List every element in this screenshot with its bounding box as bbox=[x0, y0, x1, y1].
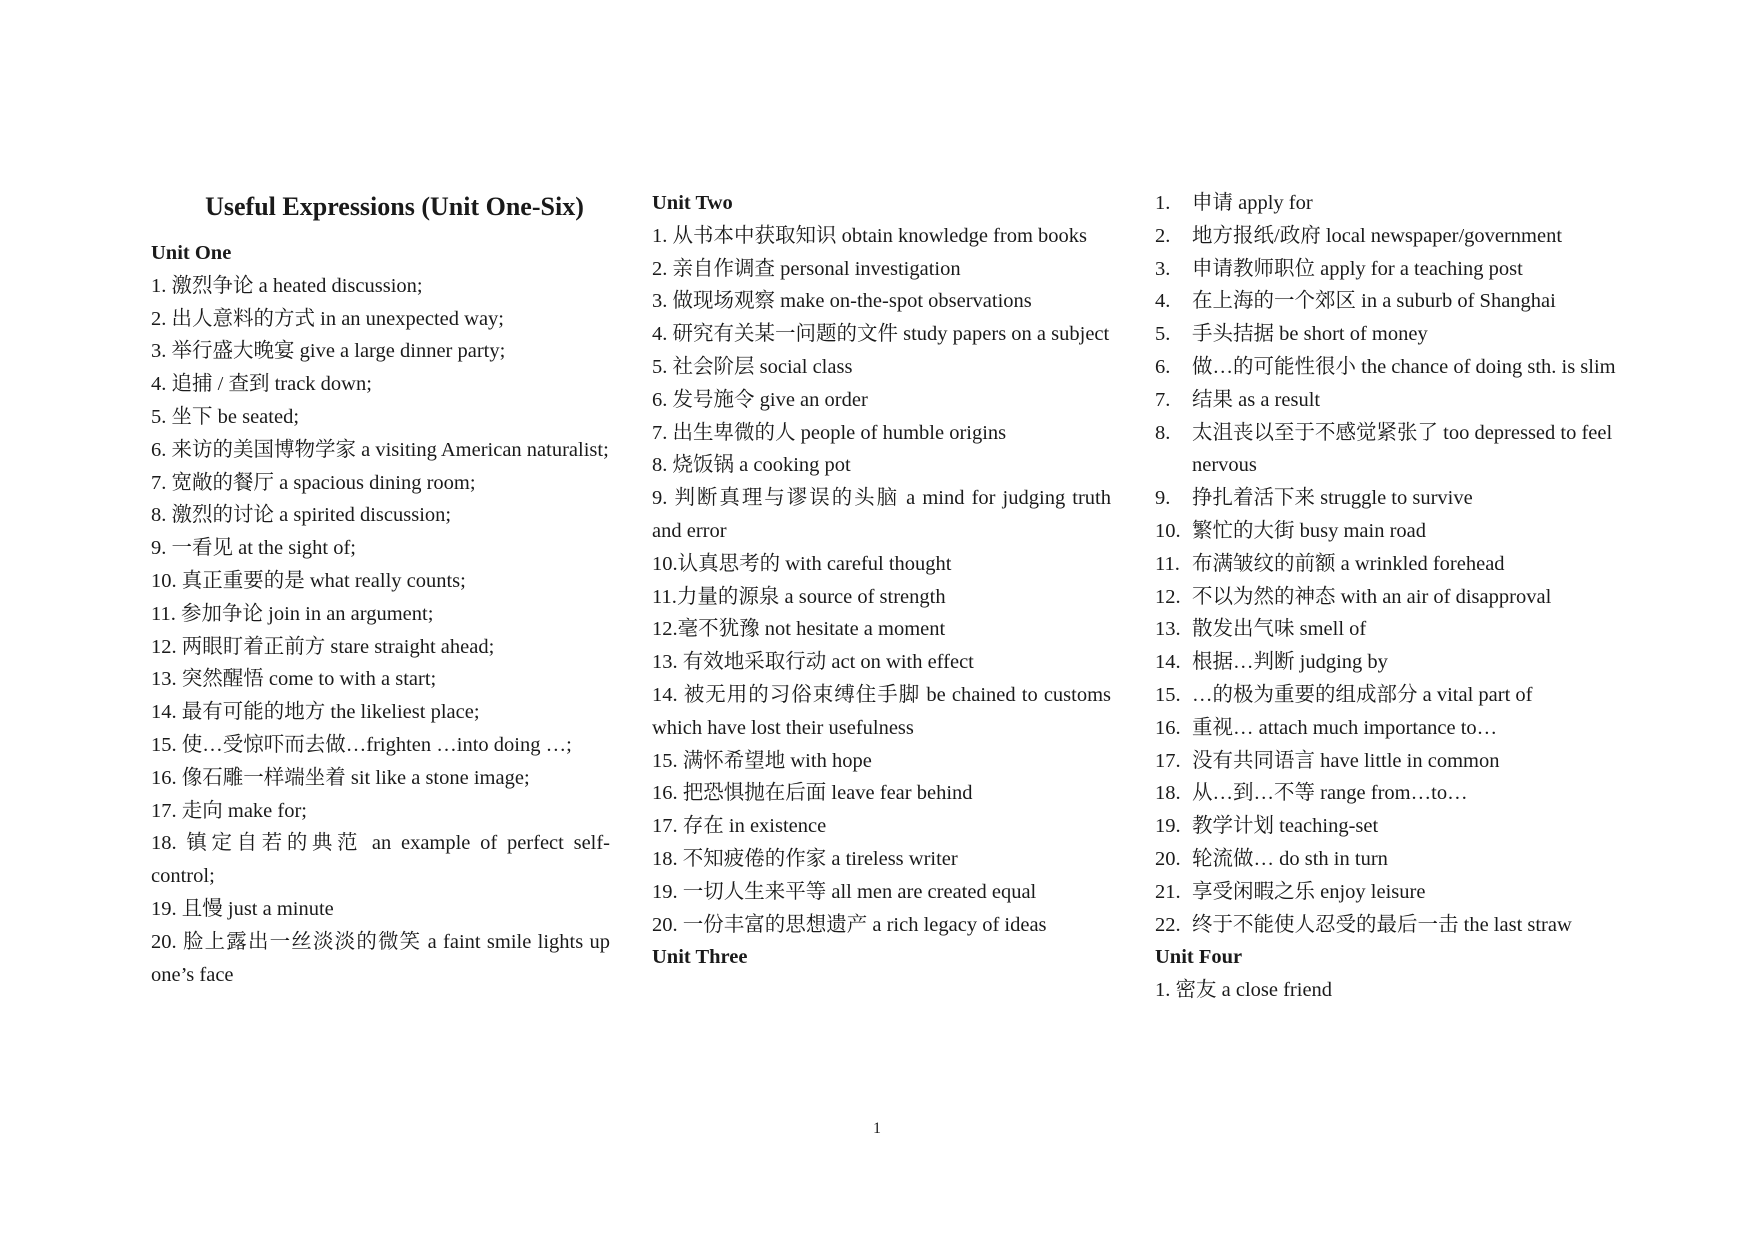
list-item: 18. 不知疲倦的作家 a tireless writer bbox=[652, 847, 958, 870]
list-item: 16. 重视… attach much importance to… bbox=[1155, 716, 1498, 739]
list-item: 3. 申请教师职位 apply for a teaching post bbox=[1155, 257, 1523, 280]
column-left bbox=[151, 187, 610, 991]
list-item: 13. 有效地采取行动 act on with effect bbox=[652, 651, 974, 674]
list-item: 3. 做现场观察 make on-the-spot observations bbox=[652, 290, 1032, 313]
list-item: 7. 出生卑微的人 people of humble origins bbox=[652, 421, 1007, 444]
list-item: 22. 终于不能使人忍受的最后一击 the last straw bbox=[1155, 913, 1572, 936]
list-item: 20. 轮流做… do sth in turn bbox=[1155, 847, 1388, 870]
unit-three-list bbox=[1155, 187, 1617, 941]
list-item: 1. 从书本中获取知识 obtain knowledge from books bbox=[652, 224, 1088, 247]
list-item: 20. 脸上露出一丝淡淡的微笑 a faint smile lights up one’s face bbox=[151, 930, 610, 986]
list-item: 8. 烧饭锅 a cooking pot bbox=[652, 454, 851, 477]
list-item: 8. 太沮丧以至于不感觉紧张了 too depressed to feel nervous bbox=[1155, 421, 1613, 477]
list-item: 8. 激烈的讨论 a spirited discussion; bbox=[151, 504, 452, 527]
list-item: 11.力量的源泉 a source of strength bbox=[652, 585, 946, 608]
list-item: 5. 坐下 be seated; bbox=[151, 405, 300, 428]
list-item: 1. 激烈争论 a heated discussion; bbox=[151, 274, 423, 297]
list-item: 19. 且慢 just a minute bbox=[151, 897, 334, 920]
list-item: 13. 突然醒悟 come to with a start; bbox=[151, 668, 437, 691]
unit-one-list bbox=[151, 270, 610, 992]
list-item: 11. 参加争论 join in an argument; bbox=[151, 602, 434, 625]
unit-one-heading: Unit One bbox=[151, 242, 232, 264]
unit-four-heading: Unit Four bbox=[1155, 946, 1243, 969]
list-item: 6. 发号施令 give an order bbox=[652, 388, 868, 411]
unit-two-list bbox=[652, 220, 1111, 942]
list-item: 4. 在上海的一个郊区 in a suburb of Shanghai bbox=[1155, 290, 1556, 313]
list-item: 14. 根据…判断 judging by bbox=[1155, 651, 1388, 674]
list-item: 3. 举行盛大晚宴 give a large dinner party; bbox=[151, 340, 506, 363]
list-item: 12.毫不犹豫 not hesitate a moment bbox=[652, 618, 946, 641]
list-item: 14. 最有可能的地方 the likeliest place; bbox=[151, 701, 480, 724]
list-item: 2. 出人意料的方式 in an unexpected way; bbox=[151, 307, 504, 330]
document-title: Useful Expressions (Unit One-Six) bbox=[205, 192, 584, 221]
list-item: 1. 申请 apply for bbox=[1155, 192, 1313, 214]
list-item: 19. 一切人生来平等 all men are created equal bbox=[652, 880, 1037, 903]
list-item: 13. 散发出气味 smell of bbox=[1155, 618, 1367, 641]
list-item: 15. 满怀希望地 with hope bbox=[652, 749, 872, 772]
list-item: 20. 一份丰富的思想遗产 a rich legacy of ideas bbox=[652, 913, 1047, 936]
list-item: 7. 结果 as a result bbox=[1155, 388, 1321, 411]
list-item: 9. 判断真理与谬误的头脑 a mind for judging truth and error bbox=[652, 487, 1111, 542]
unit-four-list bbox=[1155, 974, 1617, 1007]
list-item: 10. 真正重要的是 what really counts; bbox=[151, 569, 466, 592]
list-item: 2. 亲自作调查 personal investigation bbox=[652, 257, 961, 280]
list-item: 18. 从…到…不等 range from…to… bbox=[1155, 782, 1468, 805]
list-item: 19. 教学计划 teaching-set bbox=[1155, 815, 1379, 838]
list-item: 12. 不以为然的神态 with an air of disapproval bbox=[1155, 585, 1552, 608]
list-item: 17. 存在 in existence bbox=[652, 815, 827, 838]
list-item: 6. 做…的可能性很小 the chance of doing sth. is slim bbox=[1155, 355, 1616, 378]
unit-three-heading: Unit Three bbox=[652, 946, 748, 969]
column-right bbox=[1155, 187, 1617, 1007]
list-item: 2. 地方报纸/政府 local newspaper/government bbox=[1155, 224, 1563, 247]
column-middle bbox=[652, 187, 1111, 974]
list-item: 10.认真思考的 with careful thought bbox=[652, 552, 952, 575]
list-item: 10. 繁忙的大街 busy main road bbox=[1155, 519, 1427, 542]
list-item: 16. 把恐惧抛在后面 leave fear behind bbox=[652, 782, 973, 805]
list-item: 1. 密友 a close friend bbox=[1155, 979, 1333, 1002]
list-item: 12. 两眼盯着正前方 stare straight ahead; bbox=[151, 635, 495, 658]
list-item: 17. 走向 make for; bbox=[151, 799, 307, 822]
list-item: 9. 一看见 at the sight of; bbox=[151, 537, 356, 560]
list-item: 14. 被无用的习俗束缚住手脚 be chained to customs which have lost their usefulness bbox=[652, 683, 1112, 739]
list-item: 4. 追捕 / 查到 track down; bbox=[151, 373, 372, 396]
list-item: 11. 布满皱纹的前额 a wrinkled forehead bbox=[1155, 552, 1505, 575]
list-item: 21. 享受闲暇之乐 enjoy leisure bbox=[1155, 880, 1426, 903]
list-item: 15. …的极为重要的组成部分 a vital part of bbox=[1155, 683, 1533, 706]
list-item: 6. 来访的美国博物学家 a visiting American naturalist; bbox=[151, 438, 609, 461]
page-number: 1 bbox=[873, 1120, 881, 1137]
list-item: 5. 手头拮据 be short of money bbox=[1155, 323, 1428, 346]
unit-two-heading: Unit Two bbox=[652, 192, 733, 214]
list-item: 16. 像石雕一样端坐着 sit like a stone image; bbox=[151, 766, 530, 789]
list-item: 17. 没有共同语言 have little in common bbox=[1155, 749, 1500, 772]
list-item: 9. 挣扎着活下来 struggle to survive bbox=[1155, 487, 1473, 510]
list-item: 15. 使…受惊吓而去做…frighten …into doing …; bbox=[151, 733, 572, 756]
list-item: 7. 宽敞的餐厅 a spacious dining room; bbox=[151, 471, 476, 494]
list-item: 4. 研究有关某一问题的文件 study papers on a subject bbox=[652, 323, 1110, 346]
list-item: 5. 社会阶层 social class bbox=[652, 355, 853, 378]
list-item: 18. 镇定自若的典范 an example of perfect self-control; bbox=[151, 832, 611, 888]
